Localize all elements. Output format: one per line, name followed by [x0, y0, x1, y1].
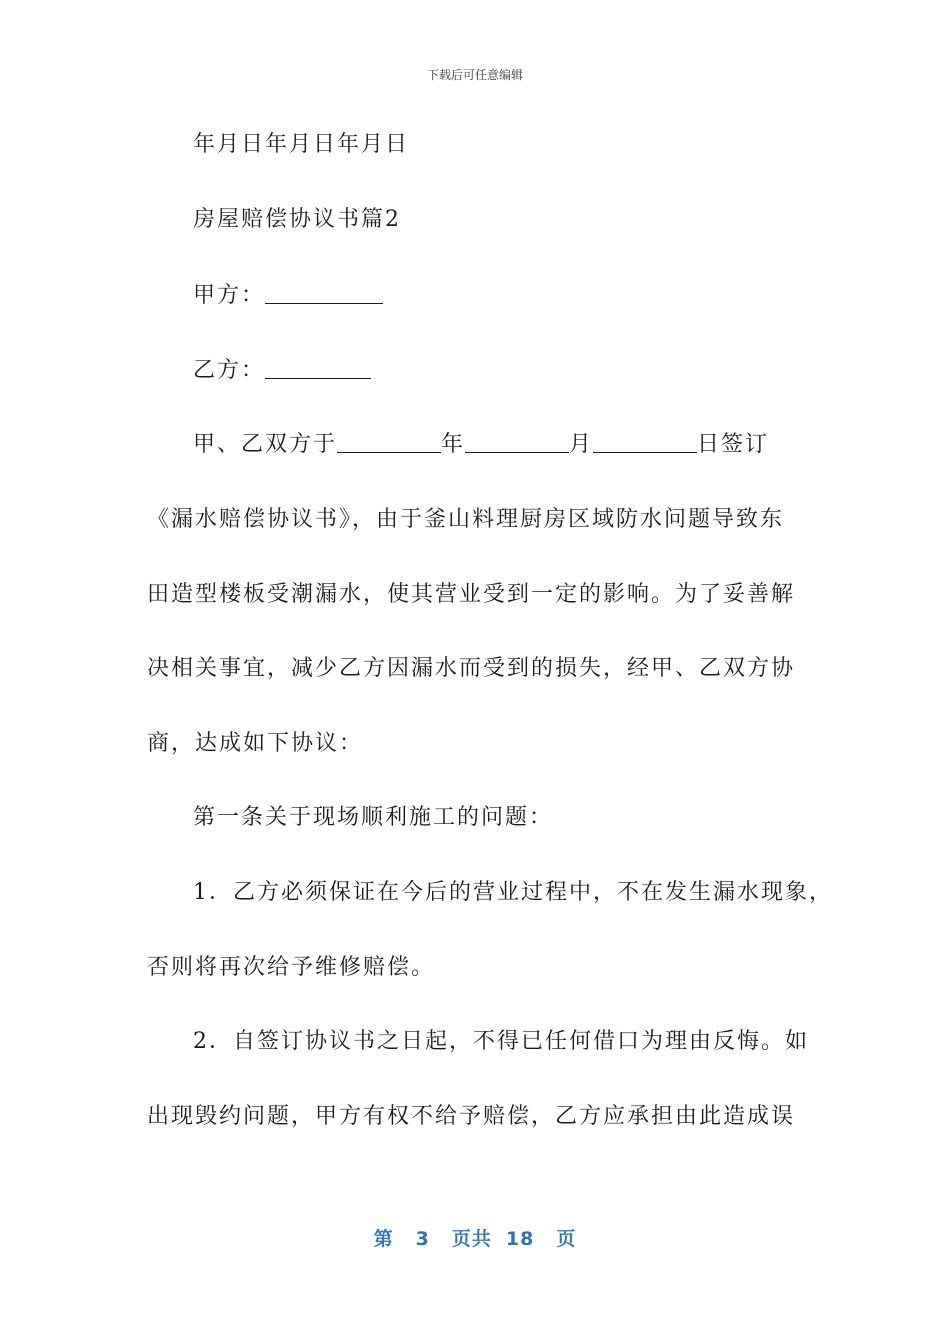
para1-line5: 商，达成如下协议： [147, 731, 364, 756]
footer-middle: 页共 [451, 1228, 492, 1250]
date-line: 年月日年月日年月日 [193, 132, 410, 157]
para1-line3: 田造型楼板受潮漏水，使其营业受到一定的影响。为了妥善解 [147, 582, 796, 607]
footer-total-pages: 18 [505, 1228, 535, 1250]
party-a-line [193, 281, 383, 311]
party-b-blank [265, 358, 371, 379]
party-b-line [193, 356, 371, 386]
article1-title: 第一条关于现场顺利施工的问题： [193, 805, 554, 830]
intro-month: 月 [569, 432, 594, 457]
year-blank [337, 432, 441, 453]
footer-suffix: 页 [556, 1228, 577, 1250]
party-a-blank [265, 283, 383, 304]
para1-line2: 《漏水赔偿协议书》，由于釜山料理厨房区域防水问题导致东 [147, 507, 785, 532]
item2-line1: 2．自签订协议书之日起，不得已任何借口为理由反悔。如 [193, 1029, 809, 1054]
intro-lead: 甲、乙双方于 [193, 432, 338, 457]
item1-line2: 否则将再次给予维修赔偿。 [147, 955, 436, 980]
header-note: 下载后可任意编辑 [426, 68, 523, 82]
item2-line2: 出现毁约问题，甲方有权不给予赔偿，乙方应承担由此造成误 [147, 1104, 796, 1129]
section-title: 房屋赔偿协议书篇2 [193, 207, 401, 232]
footer-prefix: 第 [373, 1228, 394, 1250]
intro-day-sign: 日签订 [697, 432, 770, 457]
page-footer [0, 1224, 950, 1251]
party-b-label: 乙方： [193, 358, 266, 383]
month-blank [465, 432, 569, 453]
party-a-label: 甲方： [193, 283, 266, 308]
intro-year: 年 [441, 432, 466, 457]
day-blank [593, 432, 697, 453]
footer-page-number: 3 [415, 1228, 430, 1250]
item1-line1: 1．乙方必须保证在今后的营业过程中，不在发生漏水现象， [193, 880, 833, 905]
intro-line [193, 430, 769, 460]
para1-line4: 决相关事宜，减少乙方因漏水而受到的损失，经甲、乙双方协 [147, 656, 796, 681]
